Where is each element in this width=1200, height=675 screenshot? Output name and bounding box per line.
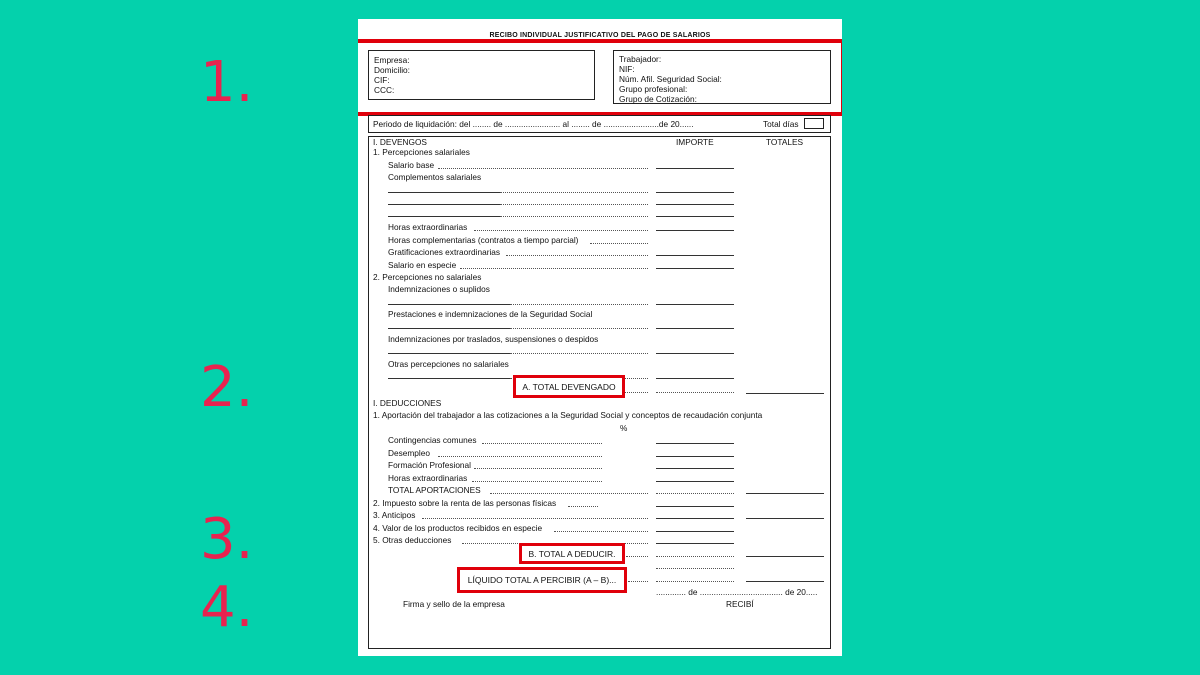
- deduction-other: 4. Valor de los productos recibidos en especie: [373, 523, 543, 533]
- deduction-item: Formación Profesional: [388, 460, 472, 470]
- company-field: CIF:: [374, 75, 390, 85]
- item-label: 2. Percepciones no salariales: [373, 272, 482, 282]
- worker-field: Grupo profesional:: [619, 84, 688, 94]
- item-label: Otras percepciones no salariales: [388, 359, 509, 369]
- col-importe: IMPORTE: [676, 137, 714, 147]
- total-days-label: Total días: [763, 119, 799, 129]
- date-line: ............. de .................................... de 20.....: [656, 587, 818, 597]
- deduction-other: 3. Anticipos: [373, 510, 416, 520]
- document-title: RECIBO INDIVIDUAL JUSTIFICATIVO DEL PAGO DE SALARIOS: [489, 32, 711, 39]
- total-days-box: [804, 118, 824, 129]
- company-field: Domicilio:: [374, 65, 410, 75]
- item-label: Horas extraordinarias: [388, 222, 468, 232]
- total-deducir-label: B. TOTAL A DEDUCIR.: [519, 543, 625, 564]
- worker-field: Núm. Afil. Seguridad Social:: [619, 74, 722, 84]
- item-label: Complementos salariales: [388, 172, 482, 182]
- period-text: Periodo de liquidación: del ........ de ........................ al ........ de ........................de 20......: [373, 119, 694, 129]
- marker-4: 4.: [200, 575, 254, 640]
- col-totales: TOTALES: [766, 137, 804, 147]
- liquido-label: LÍQUIDO TOTAL A PERCIBIR (A – B)...: [457, 567, 627, 593]
- worker-field: Grupo de Cotización:: [619, 94, 697, 104]
- item-label: Indemnizaciones o suplidos: [388, 284, 490, 294]
- deduction-item: Desempleo: [388, 448, 430, 458]
- deducciones-heading: I. DEDUCCIONES: [373, 398, 442, 408]
- highlight-header: [358, 39, 842, 116]
- signature-label: Firma y sello de la empresa: [403, 599, 505, 609]
- company-field: CCC:: [374, 85, 395, 95]
- deduction-item: Horas extraordinarias: [388, 473, 468, 483]
- marker-2: 2.: [200, 355, 254, 420]
- payslip-document: [358, 19, 842, 656]
- deduction-other: 5. Otras deducciones: [373, 535, 452, 545]
- marker-1: 1.: [200, 50, 254, 115]
- item-label: Prestaciones e indemnizaciones de la Seguridad Social: [388, 309, 593, 319]
- marker-3: 3.: [200, 507, 254, 572]
- deduction-item: Contingencias comunes: [388, 435, 477, 445]
- worker-field: NIF:: [619, 64, 635, 74]
- item-label: Indemnizaciones por traslados, suspensiones o despidos: [388, 334, 599, 344]
- aportacion-text: 1. Aportación del trabajador a las cotizaciones a la Seguridad Social y conceptos de recaudación conjunta: [373, 410, 763, 420]
- percent-label: %: [620, 423, 628, 433]
- item-label: Salario en especie: [388, 260, 457, 270]
- company-field: Empresa:: [374, 55, 410, 65]
- recibi-label: RECIBÍ: [726, 599, 754, 609]
- deduction-item: TOTAL APORTACIONES: [388, 485, 481, 495]
- item-label: Salario base: [388, 160, 435, 170]
- devengos-heading: I. DEVENGOS: [373, 137, 427, 147]
- worker-field: Trabajador:: [619, 54, 662, 64]
- item-label: 1. Percepciones salariales: [373, 147, 470, 157]
- deduction-other: 2. Impuesto sobre la renta de las personas físicas: [373, 498, 557, 508]
- item-label: Gratificaciones extraordinarias: [388, 247, 501, 257]
- item-label: Horas complementarias (contratos a tiempo parcial): [388, 235, 579, 245]
- total-devengado-label: A. TOTAL DEVENGADO: [513, 375, 625, 398]
